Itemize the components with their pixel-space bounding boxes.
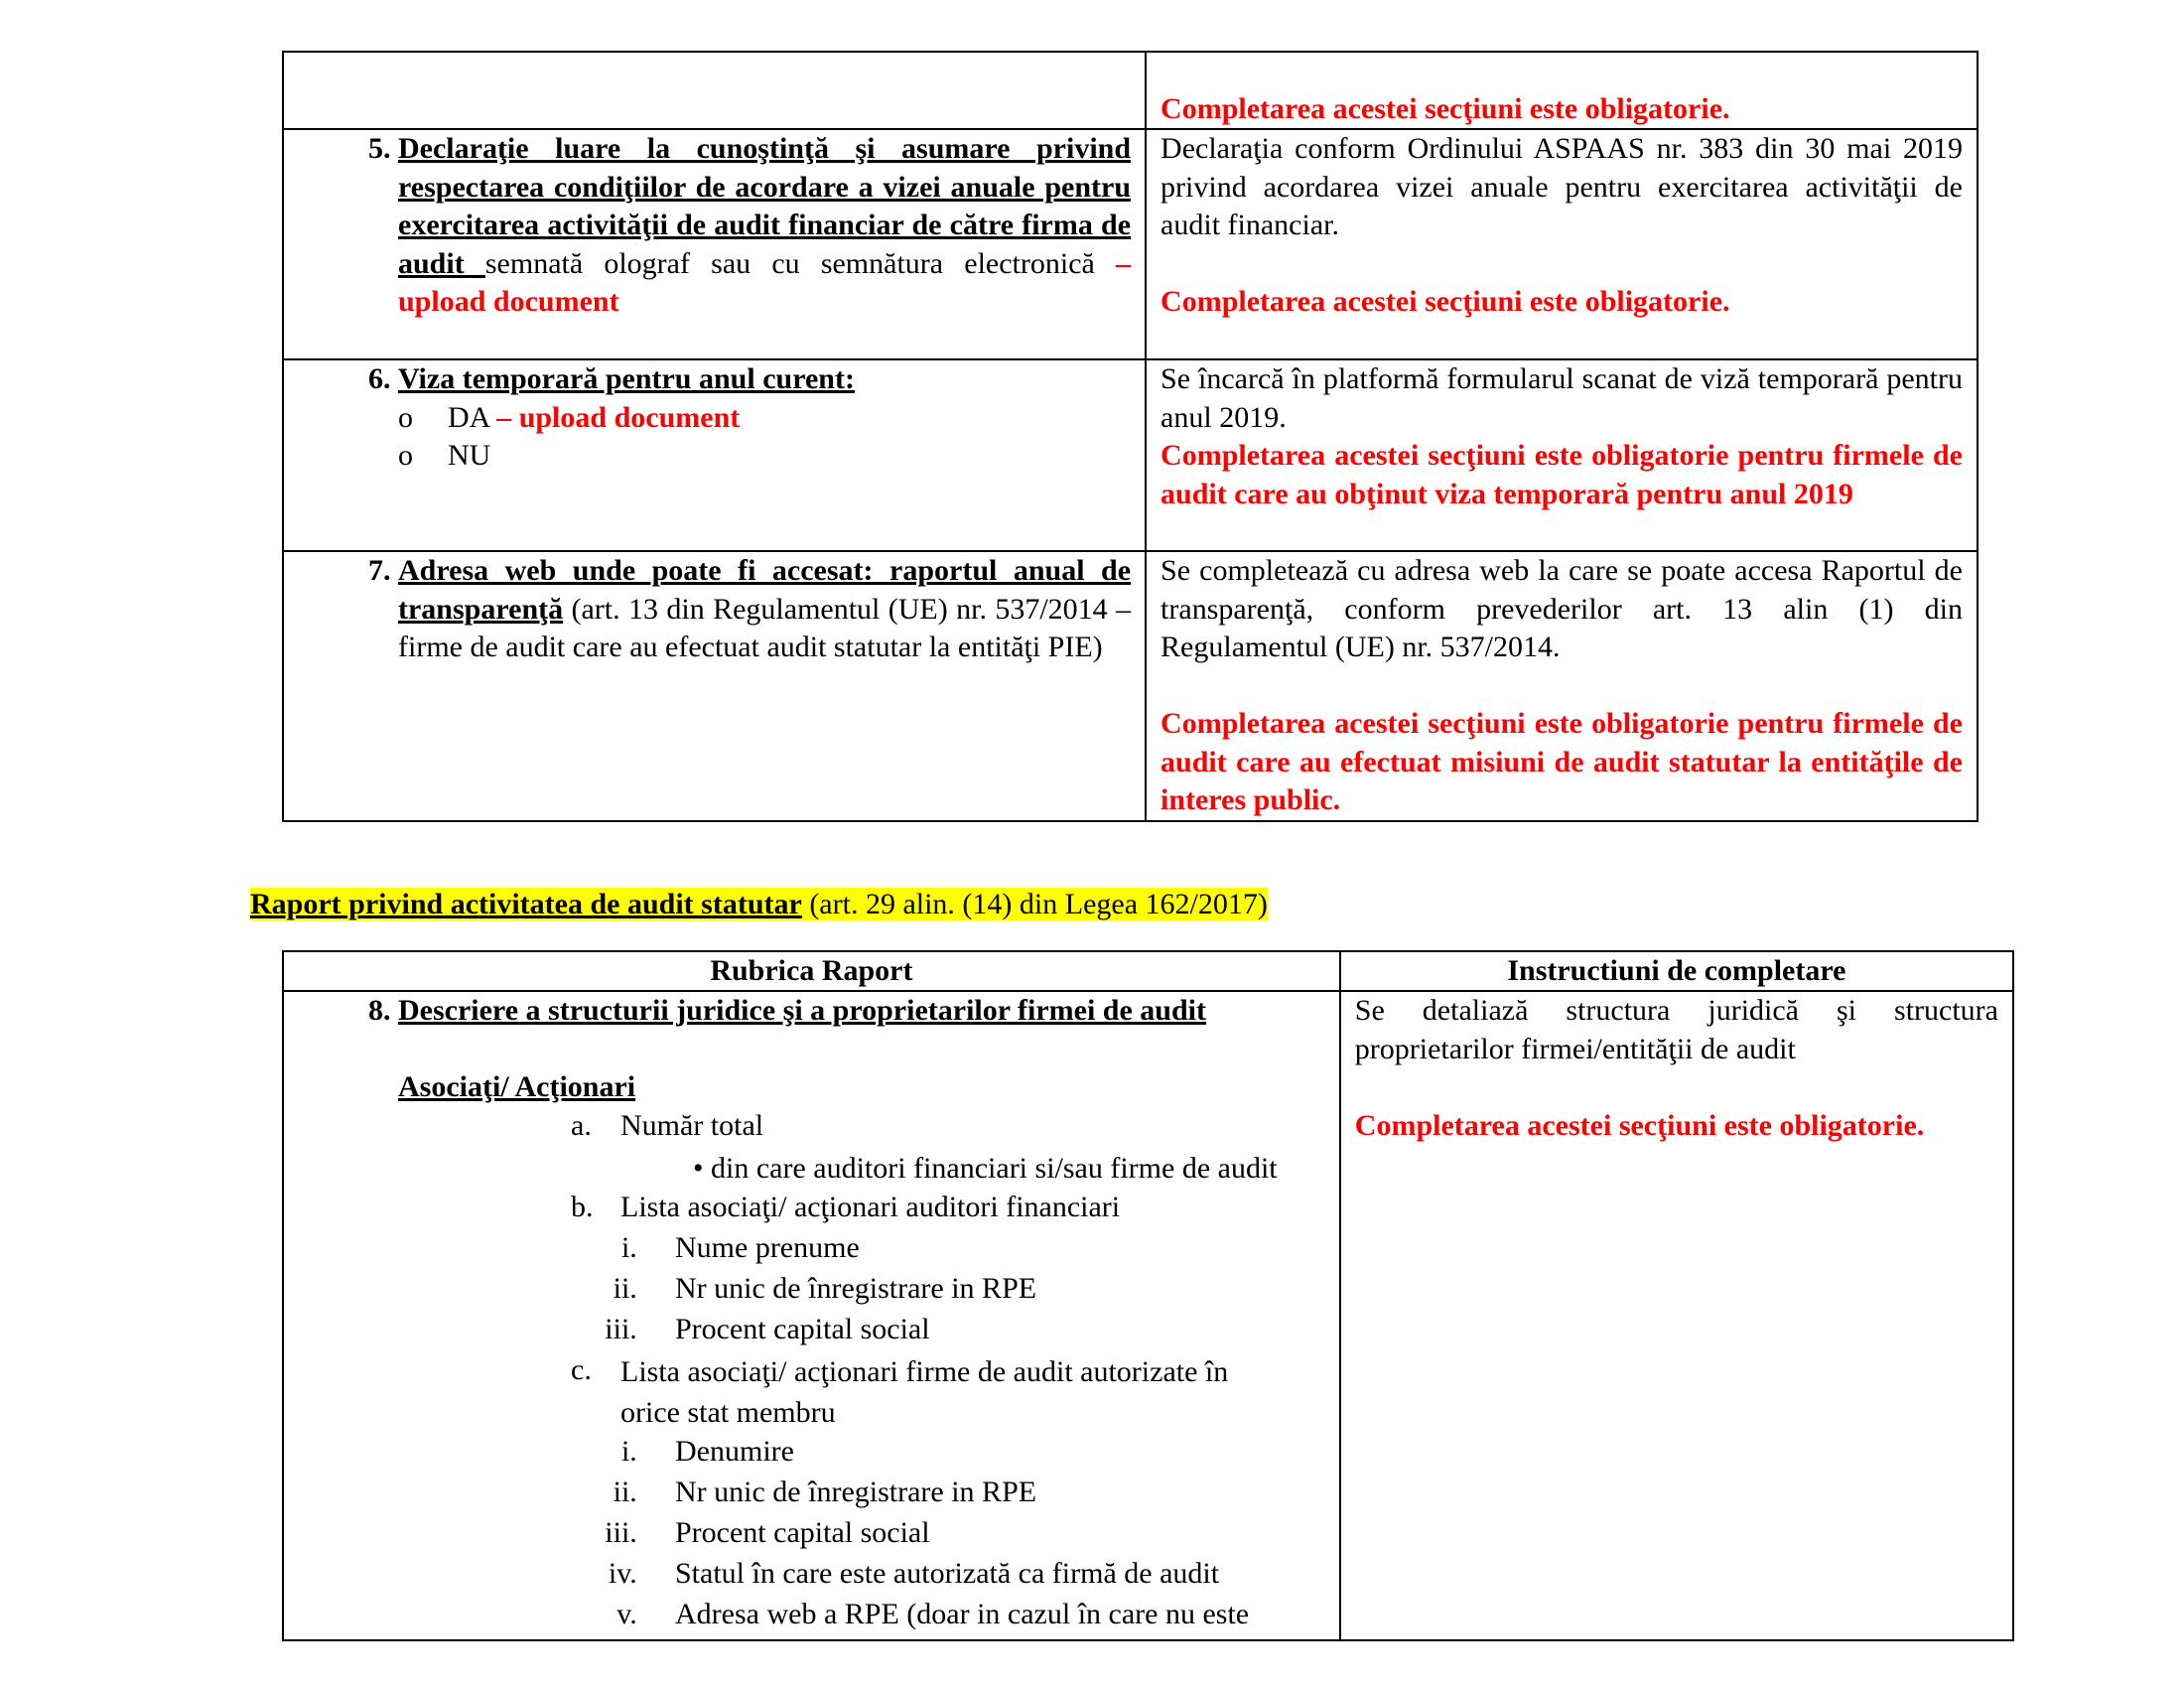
item-title: Descriere a structurii juridice şi a proprietarilor firmei de audit [398, 994, 1206, 1027]
row7-right-cell [1146, 551, 1978, 821]
sub-text: Lista asociaţi/ acţionari auditori financiari [620, 1190, 1121, 1223]
requirements-table-1 [282, 51, 1979, 822]
report-table [282, 950, 2014, 1641]
item-title-underlined: raportul anual de transparenţă [398, 554, 1132, 626]
item-title: Viza temporară pentru anul curent: [398, 362, 855, 395]
sub-item-a [308, 1107, 1327, 1148]
list-item: i. Denumire [620, 1434, 794, 1468]
item-subtitle: Asociaţi/ Acţionari [398, 1070, 636, 1103]
item-title: Declaraţie luare la cunoştinţă şi asumare privind respectarea condiţiilor de acordare a vizei anuale pentru exercitarea activităţii de audit financiar de către firma de audit [398, 132, 1132, 280]
required-note: Completarea acestei secţiuni este obligatorie. [1160, 285, 1730, 318]
option-da [308, 399, 1131, 438]
column-header-instructiuni: Instructiuni de completare [1340, 951, 2013, 991]
section-title: Raport privind activitatea de audit statutar [250, 888, 802, 920]
sub-bullet: • din care auditori financiari si/sau firme de audit [693, 1151, 1278, 1185]
sub-label: a. [571, 1108, 592, 1142]
list-item: v. Adresa web a RPE (doar in cazul în care nu este [616, 1597, 1250, 1630]
required-note: Completarea acestei secţiuni este obligatorie. [1354, 1108, 1925, 1142]
section-reference: (art. 29 alin. (14) din Legea 162/2017) [801, 888, 1268, 920]
option-label: DA [448, 400, 497, 434]
item-number: 7. [368, 554, 391, 587]
sub-item-b [308, 1189, 1327, 1229]
row5-left-cell [283, 129, 1146, 359]
item-6 [308, 360, 1131, 399]
list-item: iii. Procent capital social [605, 1515, 930, 1549]
item-title: Adresa web unde poate fi accesat [398, 554, 864, 587]
row0-left-cell [283, 52, 1146, 129]
item-8 [308, 992, 1327, 1031]
option-label: NU [448, 439, 491, 472]
required-note: Completarea acestei secţiuni este obligatorie pentru firmele de audit care au obţinut viza temporară pentru anul 2019 [1160, 439, 1963, 510]
sub-text-cont: orice stat membru [620, 1395, 836, 1429]
item-5 [308, 130, 1131, 322]
required-note: Completarea acestei secţiuni este obligatorie. [1160, 91, 1730, 125]
list-item: iii. Procent capital social [605, 1312, 930, 1345]
table-row [283, 52, 1978, 129]
item-number: 5. [368, 132, 391, 165]
sub-label: b. [571, 1190, 594, 1223]
list-item: iv. Statul în care este autorizată ca firmă de audit [608, 1556, 1220, 1590]
sub-item-c [308, 1351, 1327, 1433]
list-item: ii. Nr unic de înregistrare in RPE [613, 1475, 1037, 1508]
instructions-text: Declaraţia conform Ordinului ASPAAS nr. 383 din 30 mai 2019 privind acordarea vizei anuale pentru exercitarea activităţii de audit financiar. [1160, 132, 1963, 241]
row0-right-cell [1146, 52, 1978, 129]
row7-left-cell [283, 551, 1146, 821]
item-number: 8. [368, 994, 391, 1027]
row5-right-cell [1146, 129, 1978, 359]
section-heading [250, 886, 1268, 923]
radio-bullet-icon: o [398, 400, 413, 434]
sub-label: c. [571, 1352, 592, 1386]
table-row [283, 129, 1978, 359]
table-header-row [283, 951, 2013, 991]
sub-text: Lista asociaţi/ acţionari firme de audit autorizate în [620, 1354, 1229, 1388]
option-nu [308, 437, 1131, 476]
row8-left-cell [283, 991, 1340, 1640]
item-title-rest: semnată olograf sau cu semnătura electronică [484, 246, 1117, 280]
upload-link: – upload document [496, 400, 741, 434]
table-row [283, 551, 1978, 821]
row6-right-cell [1146, 359, 1978, 551]
instructions-text: Se detaliază structura juridică şi structura proprietarilor firmei/entităţii de audit [1354, 994, 1998, 1065]
list-item: ii. Nr unic de înregistrare in RPE [613, 1271, 1037, 1305]
column-header-rubrica: Rubrica Raport [283, 951, 1340, 991]
sub-text: Număr total [620, 1108, 764, 1142]
table-row [283, 991, 2013, 1640]
radio-bullet-icon: o [398, 439, 413, 472]
row6-left-cell [283, 359, 1146, 551]
list-item: i. Nume prenume [620, 1230, 860, 1264]
required-note: Completarea acestei secţiuni este obligatorie pentru firmele de audit care au efectuat misiuni de audit statutar la entităţile de interes public. [1160, 707, 1963, 816]
row8-right-cell [1340, 991, 2013, 1640]
upload-link: – upload document [398, 246, 1132, 318]
instructions-text: Se completează cu adresa web la care se poate accesa Raportul de transparenţă, conform prevederilor art. 13 alin (1) din Regulamentul (UE) nr. 537/2014. [1160, 554, 1963, 663]
instructions-text: Se încarcă în platformă formularul scanat de viză temporară pentru anul 2019. [1160, 362, 1963, 434]
item-7: 7. Adresa web unde poate fi accesat: raportul anual de transparenţă (art. 13 din Regulamentul (UE) nr. 537/2014 – firme de audit care au efectuat audit statutar la entităţi PIE) [368, 554, 1132, 663]
table-row [283, 359, 1978, 551]
item-title-rest: (art. 13 din Regulamentul (UE) nr. 537/2014 – firme de audit care au efectuat audit statutar la entităţi PIE) [398, 592, 1132, 663]
item-number: 6. [368, 362, 391, 395]
